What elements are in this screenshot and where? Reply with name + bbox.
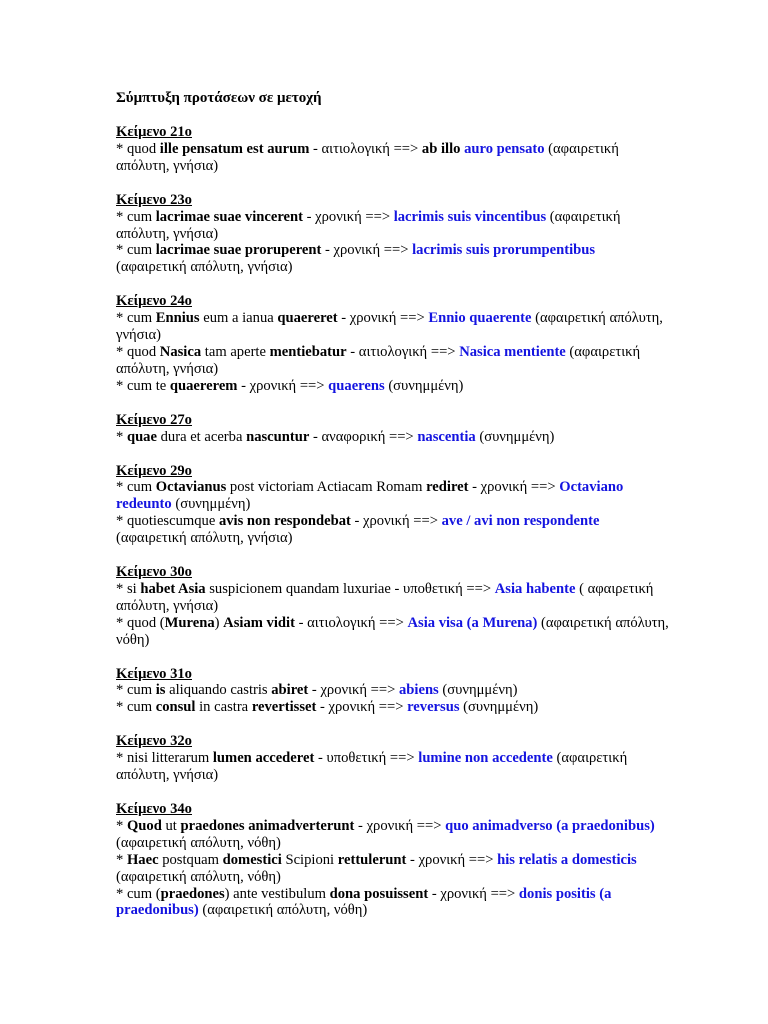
text-segment: * cum — [116, 242, 156, 259]
text-line — [116, 886, 716, 903]
latin-phrase: abiret — [271, 682, 309, 699]
section — [116, 801, 716, 919]
text-segment: νόθη) — [116, 631, 150, 648]
text-segment: γνήσια) — [116, 327, 161, 344]
text-segment: (αφαιρετική — [544, 140, 619, 157]
text-line — [116, 615, 716, 632]
text-segment: suspicionem quandam luxuriae - υποθετική ==> — [205, 580, 495, 597]
participle-conversion: abiens — [399, 682, 439, 699]
text-segment: - χρονική ==> — [316, 699, 408, 716]
section-heading: Κείμενο 21ο — [116, 124, 192, 140]
participle-conversion: Ennio quaerente — [428, 310, 532, 327]
text-segment: (αφαιρετική — [546, 208, 621, 225]
text-segment: - χρονική ==> — [468, 479, 560, 496]
text-segment: (συνημμένη) — [384, 377, 464, 394]
participle-conversion: lacrimis suis vincentibus — [393, 208, 547, 225]
text-line — [116, 141, 716, 158]
text-segment: * cum — [116, 479, 156, 496]
participle-conversion: Asia visa (a Murena) — [407, 614, 538, 631]
latin-phrase: lumen accederet — [212, 750, 315, 767]
latin-phrase: ab illo — [421, 140, 461, 157]
section — [116, 293, 716, 394]
text-segment: dura et acerba — [156, 428, 247, 445]
participle-conversion: ave / avi non respondente — [441, 513, 600, 530]
text-segment: postquam — [158, 851, 223, 868]
text-segment: (συνημμένη) — [459, 699, 539, 716]
latin-phrase: Haec — [126, 851, 159, 868]
text-segment: ( αφαιρετική — [575, 580, 654, 597]
section-heading: Κείμενο 23ο — [116, 191, 192, 208]
section — [116, 463, 716, 548]
text-segment: eum a ianua — [199, 310, 278, 327]
text-line — [116, 581, 716, 598]
text-segment: - αναφορική ==> — [309, 428, 418, 445]
latin-phrase: dona posuissent — [329, 885, 429, 902]
text-segment: - χρονική ==> — [428, 885, 519, 902]
text-line — [116, 835, 716, 852]
text-segment: (αφαιρετική απόλυτη, νόθη) — [116, 868, 281, 885]
section-heading: Κείμενο 24ο — [116, 293, 192, 310]
text-line — [116, 852, 716, 869]
text-segment: ) ante vestibulum — [224, 885, 330, 902]
text-segment: * quod — [116, 343, 160, 360]
text-segment: - χρονική ==> — [308, 682, 399, 699]
text-segment: in castra — [195, 699, 252, 716]
text-line — [116, 429, 716, 446]
text-line — [116, 632, 716, 649]
latin-phrase: quaererem — [169, 377, 238, 394]
text-segment: - αιτιολογική ==> — [309, 140, 422, 157]
text-segment: (αφαιρετική απόλυτη, — [537, 614, 669, 631]
latin-phrase: domestici — [222, 851, 282, 868]
text-segment: απόλυτη, γνήσια) — [116, 157, 219, 174]
text-segment: * quod ( — [116, 614, 165, 631]
participle-conversion: quo animadverso (a praedonibus) — [445, 817, 655, 834]
text-segment: (αφαιρετική — [565, 343, 641, 360]
participle-conversion: quaerens — [328, 377, 385, 394]
latin-phrase: Murena — [164, 614, 215, 631]
text-segment: - χρονική ==> — [302, 208, 394, 225]
text-segment: * cum te — [116, 377, 170, 394]
section — [116, 124, 716, 175]
text-segment: tam aperte — [201, 343, 270, 360]
text-segment: * quod — [116, 140, 160, 157]
participle-conversion: reversus — [407, 699, 460, 716]
text-segment: - χρονική ==> — [350, 513, 442, 530]
text-segment: * nisi litterarum — [116, 750, 213, 767]
latin-phrase: rediret — [426, 479, 469, 496]
latin-phrase: habet Asia — [140, 580, 206, 597]
text-segment: - χρονική ==> — [406, 851, 498, 868]
section — [116, 666, 716, 717]
text-segment: απόλυτη, γνήσια) — [116, 767, 219, 784]
text-segment: - χρονική ==> — [354, 817, 446, 834]
text-segment: - χρονική ==> — [321, 242, 413, 259]
text-segment: ) — [214, 614, 224, 631]
text-line — [116, 209, 716, 226]
text-line — [116, 361, 716, 378]
latin-phrase: lacrimae suae proruperent — [155, 242, 322, 259]
section — [116, 564, 716, 649]
text-line — [116, 530, 716, 547]
latin-phrase: Asiam vidit — [223, 614, 295, 631]
participle-conversion: nascentia — [417, 428, 476, 445]
text-segment: (αφαιρετική απόλυτη, γνήσια) — [116, 530, 293, 547]
participle-conversion: donis positis (a — [518, 885, 612, 902]
sections-container — [116, 124, 716, 936]
text-segment: - χρονική ==> — [337, 310, 429, 327]
text-segment: - υποθετική ==> — [314, 750, 419, 767]
latin-phrase: rettulerunt — [337, 851, 407, 868]
participle-conversion: redeunto — [116, 496, 172, 513]
text-segment: (αφαιρετική απόλυτη, — [531, 310, 663, 327]
text-line — [116, 158, 716, 175]
text-line — [116, 479, 716, 496]
text-segment: * — [116, 851, 127, 868]
latin-phrase: quaereret — [277, 310, 338, 327]
text-line — [116, 699, 716, 716]
text-line — [116, 344, 716, 361]
text-line — [116, 310, 716, 327]
participle-conversion: lacrimis suis prorumpentibus — [412, 242, 596, 259]
text-segment: απόλυτη, γνήσια) — [116, 597, 219, 614]
text-line — [116, 496, 716, 513]
text-segment: (αφαιρετική απόλυτη, γνήσια) — [116, 259, 293, 276]
text-segment: * quotiescumque — [116, 513, 219, 530]
latin-phrase: Quod — [126, 817, 162, 834]
text-segment: Scipioni — [281, 851, 338, 868]
text-segment: - αιτιολογική ==> — [294, 614, 408, 631]
text-segment: * — [116, 817, 127, 834]
participle-conversion: Octaviano — [559, 479, 624, 496]
section-heading: Κείμενο 31ο — [116, 665, 192, 682]
latin-phrase: consul — [155, 699, 196, 716]
latin-phrase: avis non respondebat — [218, 513, 351, 530]
latin-phrase: mentiebatur — [269, 343, 347, 360]
text-line — [116, 767, 716, 784]
text-line — [116, 750, 716, 767]
text-segment: (αφαιρετική απόλυτη, νόθη) — [198, 902, 368, 919]
section-heading: Κείμενο 32ο — [116, 733, 192, 750]
text-line — [116, 818, 716, 835]
text-segment: post victoriam Actiacam Romam — [226, 479, 427, 496]
text-line — [116, 682, 716, 699]
text-segment: - χρονική ==> — [237, 377, 329, 394]
text-line — [116, 259, 716, 276]
text-segment: * — [116, 428, 127, 445]
text-line — [116, 226, 716, 243]
text-segment: (συνημμένη) — [438, 682, 518, 699]
latin-phrase: Octavianus — [155, 479, 227, 496]
text-line — [116, 902, 716, 919]
section — [116, 412, 716, 446]
text-line — [116, 242, 716, 259]
text-segment: - αιτιολογική ==> — [346, 343, 460, 360]
text-segment: * cum ( — [116, 885, 161, 902]
text-segment: * cum — [116, 208, 156, 225]
text-segment: * cum — [116, 699, 156, 716]
text-segment: * si — [116, 580, 141, 597]
text-segment: ut — [161, 817, 181, 834]
text-segment: * cum — [116, 310, 156, 327]
participle-conversion: auro pensato — [464, 140, 545, 157]
latin-phrase: ille pensatum est aurum — [159, 140, 310, 157]
latin-phrase: lacrimae suae vincerent — [155, 208, 303, 225]
text-line — [116, 598, 716, 615]
section-heading: Κείμενο 27ο — [116, 411, 192, 428]
section-heading: Κείμενο 30ο — [116, 564, 192, 581]
participle-conversion: Nasica mentiente — [459, 343, 566, 360]
latin-phrase: praedones — [160, 885, 225, 902]
text-segment: aliquando castris — [165, 682, 272, 699]
section-heading: Κείμενο 29ο — [116, 462, 192, 479]
latin-phrase: quae — [126, 428, 157, 445]
latin-phrase: is — [155, 682, 166, 699]
section-heading: Κείμενο 34ο — [116, 801, 192, 817]
section — [116, 733, 716, 784]
text-line — [116, 869, 716, 886]
text-segment: (συνημμένη) — [171, 496, 251, 513]
text-segment: * cum — [116, 682, 156, 699]
text-segment: απόλυτη, γνήσια) — [116, 225, 219, 242]
section — [116, 192, 716, 277]
text-line — [116, 378, 716, 395]
participle-conversion: Asia habente — [494, 580, 576, 597]
participle-conversion: lumine non accedente — [418, 750, 553, 767]
document-title: Σύμπτυξη προτάσεων σε μετοχή — [116, 90, 322, 106]
text-segment: (συνημμένη) — [475, 428, 555, 445]
latin-phrase: praedones animadverterunt — [180, 817, 355, 834]
participle-conversion: his relatis a domesticis — [497, 851, 637, 868]
latin-phrase: revertisset — [251, 699, 317, 716]
latin-phrase: nascuntur — [246, 428, 310, 445]
latin-phrase: Ennius — [155, 310, 200, 327]
participle-conversion: praedonibus) — [116, 902, 199, 919]
text-segment: (αφαιρετική απόλυτη, νόθη) — [116, 834, 281, 851]
text-segment: (αφαιρετική — [552, 750, 628, 767]
text-line — [116, 513, 716, 530]
text-line — [116, 327, 716, 344]
text-segment: απόλυτη, γνήσια) — [116, 360, 219, 377]
latin-phrase: Nasica — [159, 343, 202, 360]
